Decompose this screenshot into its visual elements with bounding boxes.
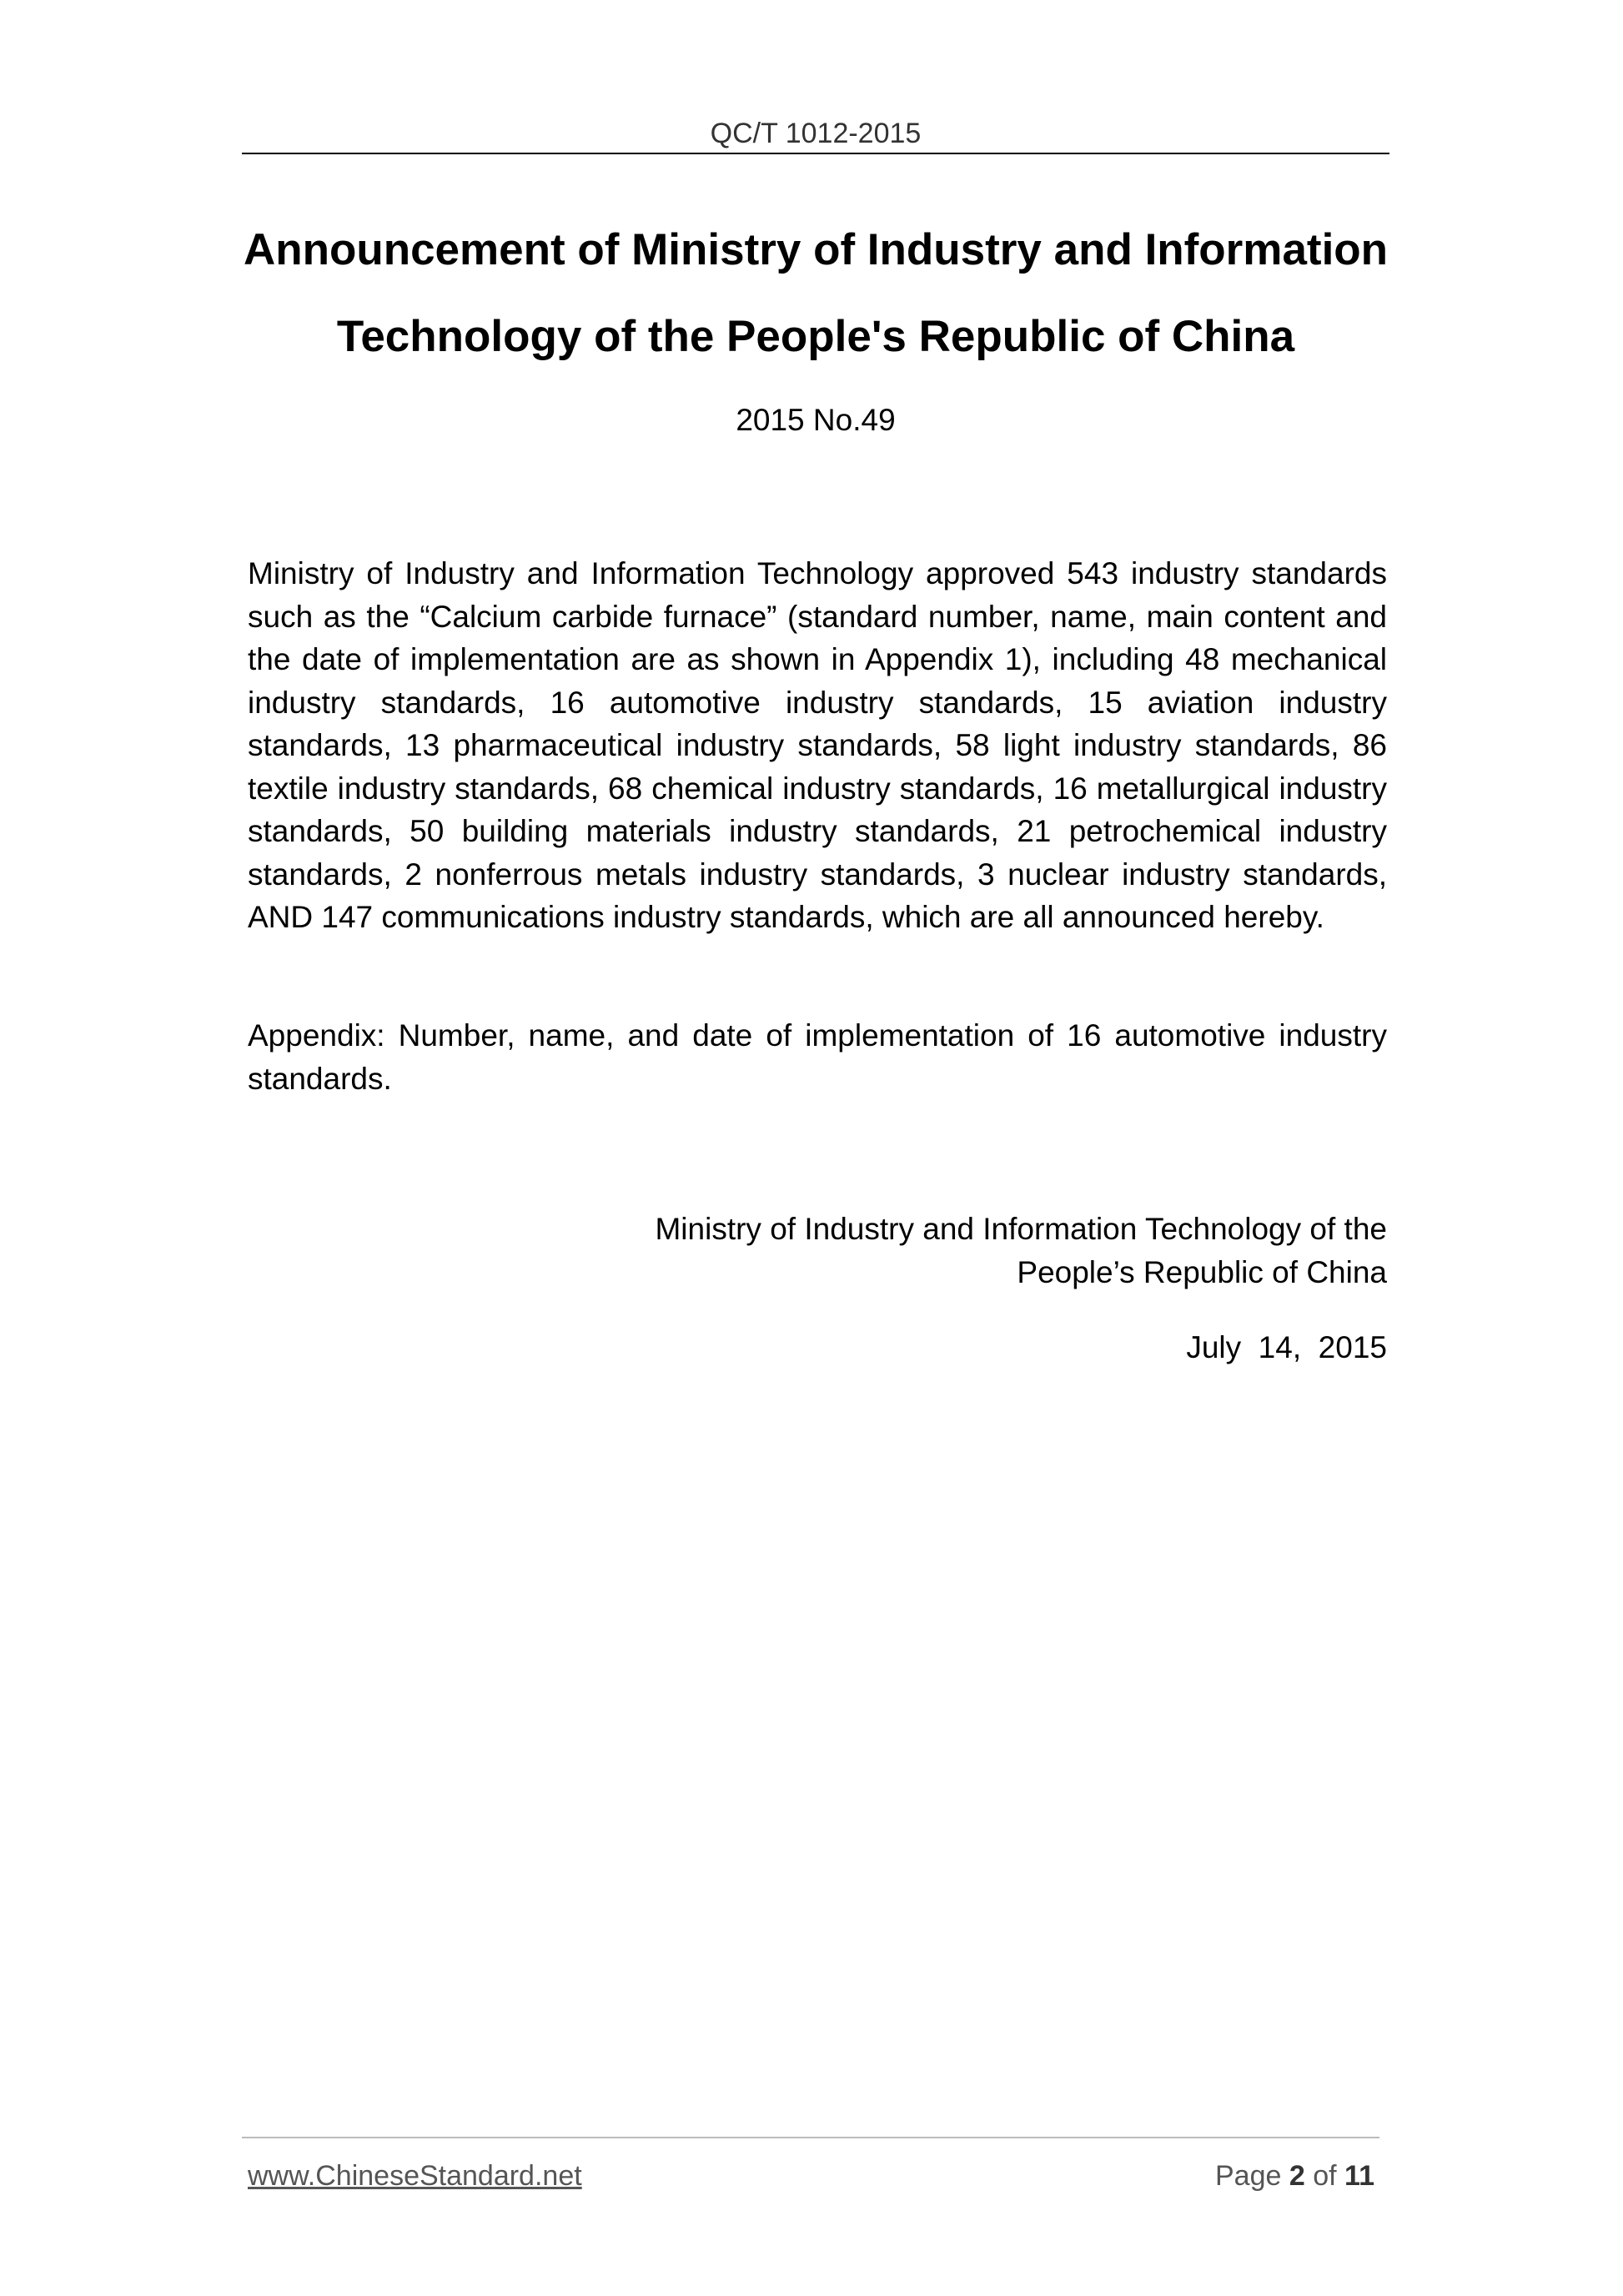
footer-divider xyxy=(242,2137,1379,2138)
document-title-line-1: Announcement of Ministry of Industry and Information xyxy=(243,225,1389,274)
website-link[interactable]: www.ChineseStandard.net xyxy=(248,2160,582,2192)
document-title xyxy=(242,207,1389,380)
announcement-number: 2015 No.49 xyxy=(736,403,896,437)
page-counter xyxy=(1215,2159,1374,2193)
appendix-paragraph: Appendix: Number, name, and date of implementation of 16 automotive industry standards. xyxy=(248,1018,1387,1096)
page-label: Page xyxy=(1215,2160,1282,2192)
running-header-standard-code: QC/T 1012-2015 xyxy=(710,118,922,149)
document-title-line-2: Technology of the People's Republic of China xyxy=(336,312,1295,361)
issuer-signature xyxy=(584,1208,1387,1294)
issue-date: July 14, 2015 xyxy=(1186,1330,1387,1364)
announcement-body-paragraph: Ministry of Industry and Information Technology approved 543 industry standards such as the “Calcium carbide furnace” (standard number, name, main content and the date of implementation are as shown in Appendix 1), including 48 mechanical industry standards, 16 automotive industry standards, 15 aviation industry standards, 13 pharmaceutical industry standards, 58 light industry standards, 86 textile industry standards, 68 chemical industry standards, 16 metallurgical industry standards, 50 building materials industry standards, 21 petrochemical industry standards, 2 nonferrous metals industry standards, 3 nuclear industry standards, AND 147 communications industry standards, which are all announced hereby. xyxy=(248,556,1387,934)
issuer-signature-line-2: People’s Republic of China xyxy=(1017,1254,1387,1289)
header-divider xyxy=(242,153,1389,154)
issuer-signature-line-1: Ministry of Industry and Information Technology of the xyxy=(655,1212,1387,1246)
page-of-label: of xyxy=(1313,2160,1337,2192)
page-current: 2 xyxy=(1289,2160,1305,2192)
page-total: 11 xyxy=(1344,2160,1374,2192)
